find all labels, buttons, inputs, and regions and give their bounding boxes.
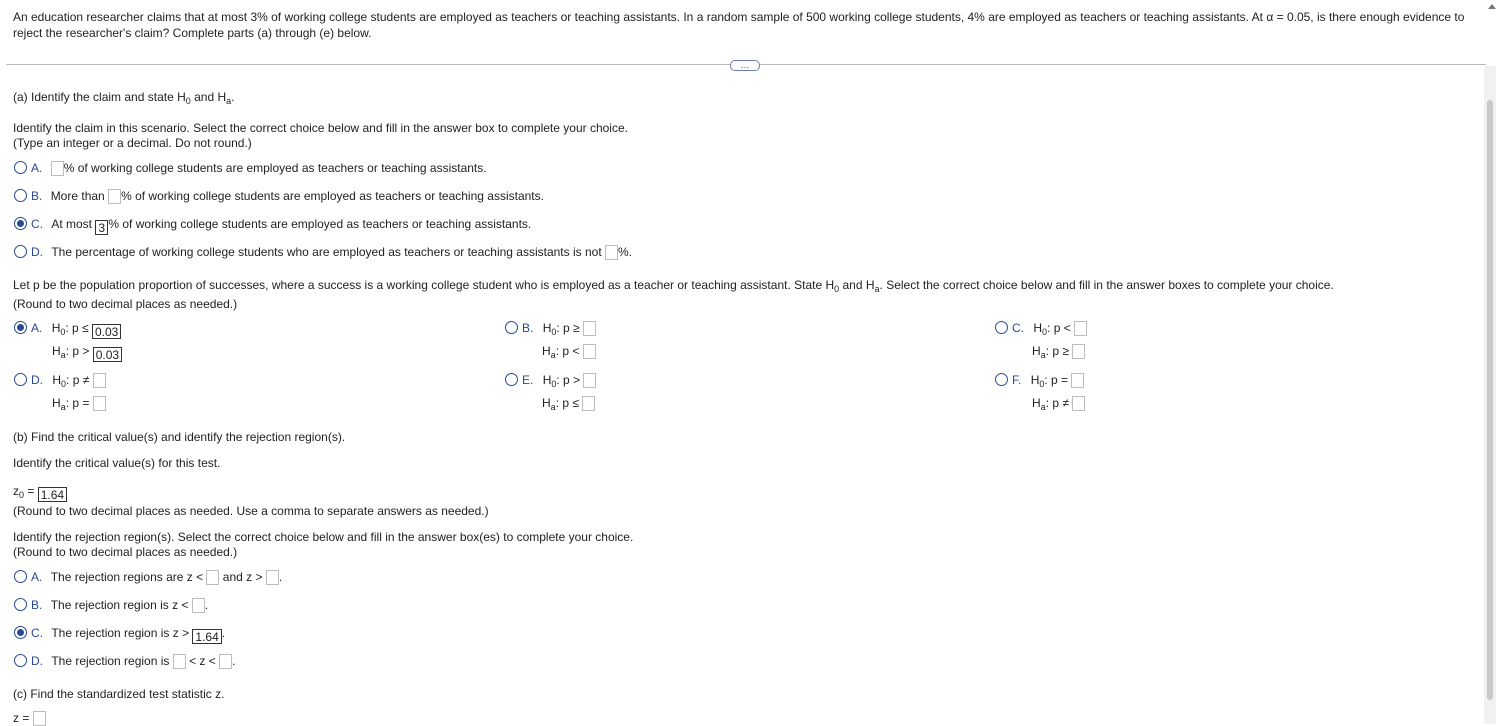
subscript: a	[60, 350, 66, 360]
option-letter: D.	[31, 373, 43, 387]
h0-relation: p <	[1053, 321, 1071, 335]
subscript: 0	[60, 327, 66, 337]
answer-box[interactable]	[605, 245, 618, 260]
h0-relation: p =	[1051, 373, 1069, 387]
radio-button[interactable]	[995, 321, 1008, 334]
option-letter: B.	[31, 189, 43, 203]
answer-box[interactable]	[219, 654, 232, 669]
instr-text: and H	[839, 278, 875, 292]
heading-text: .	[231, 90, 235, 104]
h0-relation: p >	[563, 373, 581, 387]
scrollbar-thumb[interactable]	[1487, 100, 1493, 700]
hyp-option-b-ha: $H_a$: p <	[542, 344, 596, 360]
h-label: H	[1032, 344, 1041, 358]
answer-box[interactable]: 3	[95, 220, 108, 235]
radio-button[interactable]	[995, 373, 1008, 386]
subscript: 0	[551, 379, 557, 389]
h0-relation: p ≥	[563, 321, 580, 335]
option-letter: A.	[31, 570, 43, 584]
radio-button-selected[interactable]	[14, 217, 27, 230]
option-text: % of working college students are employed as teachers or teaching assistants.	[108, 217, 532, 231]
subscript: a	[226, 96, 232, 106]
subscript: 0	[834, 284, 840, 294]
h-label: H	[1032, 396, 1041, 410]
option-letter: F.	[1012, 373, 1022, 387]
h-label: H	[1030, 373, 1040, 387]
ha-relation: p ≥	[1052, 344, 1069, 358]
hyp-option-c[interactable]: C. $H_0$: p <	[995, 321, 1087, 337]
h-label: H	[52, 396, 61, 410]
radio-button[interactable]	[14, 654, 27, 667]
vertical-scrollbar[interactable]	[1484, 66, 1496, 724]
option-text: %.	[618, 245, 633, 259]
ha-answer-box[interactable]: 0.03	[93, 347, 122, 362]
radio-button[interactable]	[14, 189, 27, 202]
h-label: H	[542, 396, 551, 410]
hypothesis-note: (Round to two decimal places as needed.)	[13, 297, 238, 311]
option-text: More than	[50, 189, 109, 203]
subscript: a	[874, 284, 880, 294]
option-letter: C.	[1012, 321, 1024, 335]
hyp-option-a[interactable]: A. $H_0$: p ≤ 0.03	[14, 321, 121, 339]
h0-answer-box[interactable]	[583, 321, 596, 336]
rr-option-a[interactable]	[14, 570, 282, 585]
scroll-up-arrow-icon[interactable]	[1488, 4, 1496, 9]
ha-answer-box[interactable]	[93, 396, 106, 411]
option-letter: C.	[31, 217, 43, 231]
claim-note: (Type an integer or a decimal. Do not round.)	[13, 136, 252, 150]
subscript: a	[60, 402, 66, 412]
answer-box[interactable]	[206, 570, 219, 585]
option-text: The percentage of working college students who are employed as teachers or teaching assistants is not	[51, 245, 605, 259]
subscript: a	[550, 350, 556, 360]
ha-relation: p >	[72, 344, 90, 358]
ha-relation: p =	[72, 396, 90, 410]
part-b-heading: (b) Find the critical value(s) and identify the rejection region(s).	[13, 430, 346, 444]
ha-relation: p ≠	[1052, 396, 1069, 410]
option-text: and z >	[219, 570, 266, 584]
option-letter: C.	[31, 626, 43, 640]
expand-button[interactable]: …	[730, 60, 760, 71]
heading-text: and H	[190, 90, 227, 104]
h0-answer-box[interactable]	[1071, 373, 1084, 388]
z-label: z =	[13, 711, 33, 725]
option-text: The rejection regions are z <	[50, 570, 207, 584]
instr-text: . Select the correct choice below and fill in the answer boxes to complete your choice.	[879, 278, 1334, 292]
subscript: 0	[19, 490, 25, 500]
option-letter: D.	[31, 245, 43, 259]
critical-value-note: (Round to two decimal places as needed. Use a comma to separate answers as needed.)	[13, 504, 489, 518]
rejection-region-instructions: Identify the rejection region(s). Select the correct choice below and fill in the answer box(es) to complete your choice.	[13, 530, 634, 544]
subscript: 0	[1042, 327, 1048, 337]
option-text: At most	[51, 217, 96, 231]
z-label: z	[13, 484, 19, 498]
part-c-heading: (c) Find the standardized test statistic z.	[13, 687, 225, 701]
claim-option-b[interactable]	[14, 189, 544, 204]
h0-relation: p ≤	[72, 321, 89, 335]
option-text: .	[204, 598, 209, 612]
option-text: % of working college students are employed as teachers or teaching assistants.	[121, 189, 544, 203]
hyp-option-c-ha: $H_a$: p ≥	[1032, 344, 1085, 360]
hyp-option-d[interactable]: D. $H_0$: p ≠	[14, 373, 106, 389]
h0-answer-box[interactable]	[1074, 321, 1087, 336]
radio-button-selected[interactable]	[14, 626, 27, 639]
radio-button[interactable]	[14, 373, 27, 386]
claim-instructions: Identify the claim in this scenario. Select the correct choice below and fill in the answer box to complete your choice.	[13, 121, 628, 135]
answer-box[interactable]	[173, 654, 186, 669]
part-a-heading	[13, 90, 234, 106]
claim-option-a[interactable]	[14, 161, 487, 176]
ha-answer-box[interactable]	[583, 344, 596, 359]
claim-option-d[interactable]	[14, 245, 632, 260]
hyp-option-e-ha: $H_a$: p ≤	[542, 396, 595, 412]
h0-relation: p ≠	[72, 373, 90, 387]
subscript: a	[550, 402, 556, 412]
radio-button[interactable]	[505, 321, 518, 334]
rejection-region-note: (Round to two decimal places as needed.)	[13, 545, 238, 559]
option-text: < z <	[185, 654, 220, 668]
subscript: 0	[1039, 379, 1045, 389]
option-letter: A.	[31, 321, 43, 335]
heading-text: (a) Identify the claim and state H	[13, 90, 186, 104]
answer-box[interactable]	[51, 161, 64, 176]
hyp-option-f[interactable]: F. $H_0$: p =	[995, 373, 1084, 389]
radio-button-selected[interactable]	[14, 321, 27, 334]
option-text: .	[232, 654, 236, 668]
h-label: H	[52, 373, 62, 387]
h-label: H	[542, 373, 552, 387]
subscript: a	[1040, 350, 1046, 360]
radio-button[interactable]	[14, 570, 27, 583]
radio-button[interactable]	[14, 161, 27, 174]
h-label: H	[542, 344, 551, 358]
h-label: H	[542, 321, 552, 335]
h-label: H	[1033, 321, 1043, 335]
subscript: a	[1040, 402, 1046, 412]
radio-button[interactable]	[505, 373, 518, 386]
subscript: 0	[551, 327, 557, 337]
critical-value-instructions: Identify the critical value(s) for this test.	[13, 456, 221, 470]
ha-relation: p ≤	[562, 396, 579, 410]
answer-box[interactable]	[108, 189, 121, 204]
option-text: .	[221, 626, 226, 640]
ha-relation: p <	[562, 344, 580, 358]
ha-answer-box[interactable]	[582, 396, 595, 411]
claim-option-c[interactable]	[14, 217, 531, 235]
h0-answer-box[interactable]: 0.03	[92, 324, 121, 339]
ha-answer-box[interactable]	[1072, 344, 1085, 359]
radio-button[interactable]	[14, 598, 27, 611]
instr-text: Let p be the population proportion of successes, where a success is a working college student who is employed as a teacher or teaching assistant. State H	[13, 278, 835, 292]
h0-answer-box[interactable]	[93, 373, 106, 388]
answer-box[interactable]	[192, 598, 205, 613]
hyp-option-b[interactable]: B. $H_0$: p ≥	[505, 321, 596, 337]
option-text: .	[278, 570, 283, 584]
hyp-option-d-ha: $H_a$: p =	[52, 396, 106, 412]
answer-box[interactable]: 1.64	[192, 629, 221, 644]
subscript: 0	[61, 379, 67, 389]
problem-statement: An education researcher claims that at most 3% of working college students are employed as teachers or teaching assistants. In a random sample of 500 working college students, 4% are employed as teachers or teaching assistants. At α = 0.05, is there enough evidence to reject the researcher's claim? Complete parts (a) through (e) below.	[13, 10, 1465, 40]
option-text: % of working college students are employed as teachers or teaching assistants.	[63, 161, 487, 175]
option-letter: A.	[31, 161, 43, 175]
option-text: The rejection region is z >	[51, 626, 193, 640]
h-label: H	[51, 321, 61, 335]
hyp-option-a-ha: $H_a$: p > 0.03	[52, 344, 122, 362]
ha-answer-box[interactable]	[1072, 396, 1085, 411]
option-letter: B.	[522, 321, 534, 335]
hypothesis-instructions	[13, 278, 1334, 294]
rr-option-d[interactable]	[14, 654, 235, 669]
option-letter: D.	[31, 654, 43, 668]
option-letter: E.	[522, 373, 534, 387]
rr-option-b[interactable]	[14, 598, 208, 613]
z0-answer-row	[13, 484, 67, 502]
z0-answer-box[interactable]: 1.64	[38, 487, 67, 502]
answer-box[interactable]	[266, 570, 279, 585]
option-text: The rejection region is z <	[50, 598, 192, 612]
equals-sign: =	[24, 484, 38, 498]
subscript: 0	[185, 96, 191, 106]
option-text: The rejection region is	[51, 654, 173, 668]
hyp-option-e[interactable]: E. $H_0$: p >	[505, 373, 596, 389]
option-letter: B.	[31, 598, 43, 612]
rr-option-c[interactable]	[14, 626, 225, 644]
hyp-option-f-ha: $H_a$: p ≠	[1032, 396, 1085, 412]
radio-button[interactable]	[14, 245, 27, 258]
h-label: H	[52, 344, 61, 358]
h0-answer-box[interactable]	[583, 373, 596, 388]
